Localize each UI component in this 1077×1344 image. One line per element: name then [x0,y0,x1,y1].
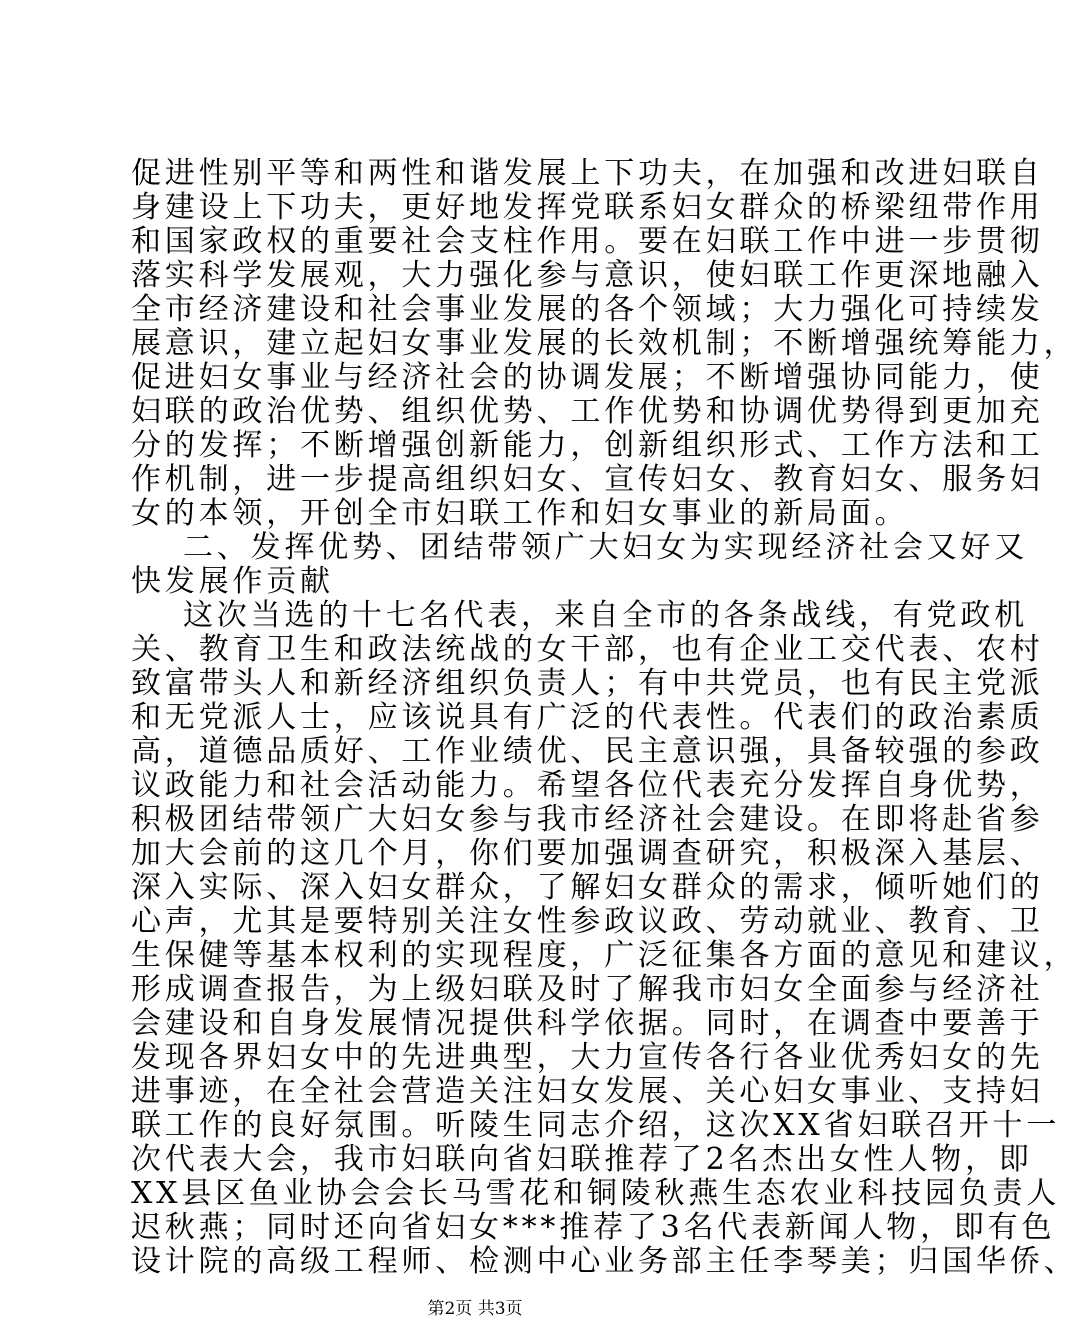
page-number-footer: 第2页 共3页 [427,1299,523,1319]
text-line: 作机制，进一步提高组织妇女、宣传妇女、教育妇女、服务妇 [131,462,1044,497]
section-heading-line: 二、发挥优势、团结带领广大妇女为实现经济社会又好又 [183,530,1028,565]
text-line: 议政能力和社会活动能力。希望各位代表充分发挥自身优势， [131,768,1044,803]
text-line: 会建设和自身发展情况提供科学依据。同时，在调查中要善于 [131,1006,1044,1041]
text-line: 落实科学发展观，大力强化参与意识，使妇联工作更深地融入 [131,258,1044,293]
text-line: 展意识，建立起妇女事业发展的长效机制；不断增强统筹能力， [131,326,1077,361]
text-line: 促进妇女事业与经济社会的协调发展；不断增强协同能力，使 [131,360,1044,395]
text-line: 致富带头人和新经济组织负责人；有中共党员，也有民主党派 [131,666,1044,701]
section-heading-line: 快发展作贡献 [131,564,334,599]
text-line: 次代表大会，我市妇联向省妇联推荐了2名杰出女性人物，即 [131,1142,1033,1177]
text-line: 积极团结带领广大妇女参与我市经济社会建设。在即将赴省参 [131,802,1044,837]
text-line: 全市经济建设和社会事业发展的各个领域；大力强化可持续发 [131,292,1044,327]
text-line: 分的发挥；不断增强创新能力，创新组织形式、工作方法和工 [131,428,1044,463]
text-line: 心声，尤其是要特别关注女性参政议政、劳动就业、教育、卫 [131,904,1044,939]
text-line: 联工作的良好氛围。听陵生同志介绍，这次XX省妇联召开十一 [131,1108,1061,1143]
text-line: 发现各界妇女中的先进典型，大力宣传各行各业优秀妇女的先 [131,1040,1044,1075]
document-body [131,156,1077,1279]
text-line: 女的本领，开创全市妇联工作和妇女事业的新局面。 [131,496,909,531]
text-line: 身建设上下功夫，更好地发挥党联系妇女群众的桥梁纽带作用 [131,190,1044,225]
text-line: 形成调查报告，为上级妇联及时了解我市妇女全面参与经济社 [131,972,1044,1007]
text-line: 关、教育卫生和政法统战的女干部，也有企业工交代表、农村 [131,632,1044,667]
text-line: 这次当选的十七名代表，来自全市的各条战线，有党政机 [183,598,1028,633]
text-line: 和国家政权的重要社会支柱作用。要在妇联工作中进一步贯彻 [131,224,1044,259]
text-line: 高，道德品质好、工作业绩优、民主意识强，具备较强的参政 [131,734,1044,769]
text-line: 妇联的政治优势、组织优势、工作优势和协调优势得到更加充 [131,394,1044,429]
text-line: 加大会前的这几个月，你们要加强调查研究，积极深入基层、 [131,836,1044,871]
text-line: 生保健等基本权利的实现程度，广泛征集各方面的意见和建议， [131,938,1077,973]
text-line: 和无党派人士，应该说具有广泛的代表性。代表们的政治素质 [131,700,1044,735]
text-line: 促进性别平等和两性和谐发展上下功夫，在加强和改进妇联自 [131,156,1044,191]
text-line: 进事迹，在全社会营造关注妇女发展、关心妇女事业、支持妇 [131,1074,1044,1109]
text-line: 迟秋燕；同时还向省妇女***推荐了3名代表新闻人物，即有色 [131,1210,1056,1245]
text-line: XX县区鱼业协会会长马雪花和铜陵秋燕生态农业科技园负责人 [131,1176,1061,1211]
text-line: 深入实际、深入妇女群众，了解妇女群众的需求，倾听她们的 [131,870,1044,905]
text-line: 设计院的高级工程师、检测中心业务部主任李琴美；归国华侨、 [131,1244,1077,1279]
